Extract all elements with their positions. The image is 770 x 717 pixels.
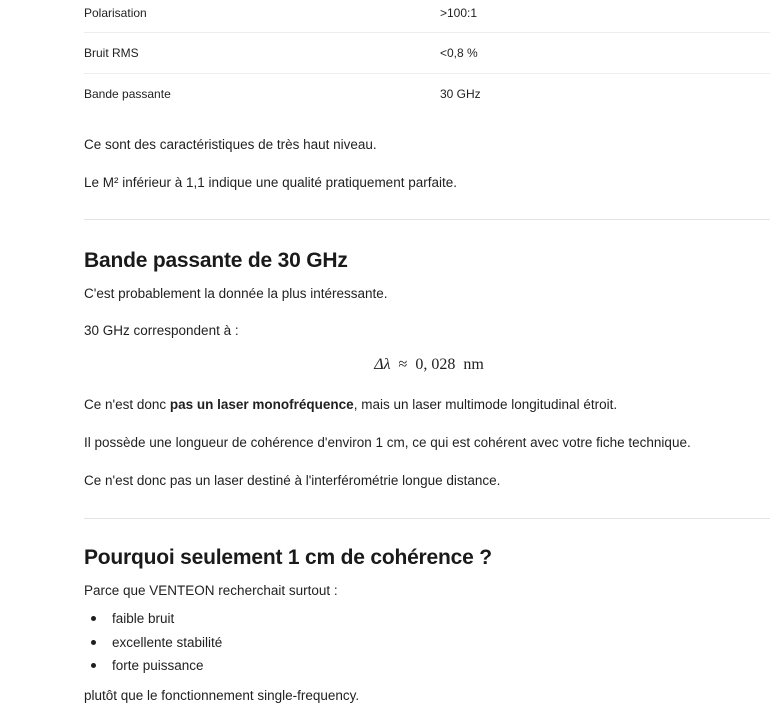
bullet-icon	[91, 663, 96, 668]
text-span: , mais un laser multimode longitudinal étroit.	[353, 397, 618, 412]
formula-relation: ≈	[398, 356, 408, 373]
coherence-paragraph-1: Parce que VENTEON recherchait surtout :	[84, 583, 338, 598]
coherence-paragraph-2: plutôt que le fonctionnement single-frequency.	[84, 688, 360, 703]
list-item-text: faible bruit	[112, 611, 175, 626]
coherence-bullet-list	[84, 610, 222, 681]
spec-value: <0,8 %	[440, 33, 770, 74]
formula-symbol: Δλ	[374, 356, 391, 373]
bandwidth-paragraph-5: Ce n'est donc pas un laser destiné à l'interférométrie longue distance.	[84, 473, 501, 488]
bandwidth-paragraph-3	[84, 396, 617, 414]
bullet-icon	[91, 640, 96, 645]
bullet-icon	[91, 616, 96, 621]
table-row	[84, 33, 770, 74]
list-item-text: forte puissance	[112, 658, 204, 673]
bandwidth-paragraph-4: Il possède une longueur de cohérence d'environ 1 cm, ce qui est cohérent avec votre fiche technique.	[84, 435, 691, 450]
spec-value: 30 GHz	[440, 87, 481, 101]
section-divider	[84, 518, 770, 519]
section-divider	[84, 219, 770, 220]
intro-paragraph-2: Le M² inférieur à 1,1 indique une qualité pratiquement parfaite.	[84, 175, 457, 190]
bandwidth-formula	[84, 356, 770, 374]
list-item-text: excellente stabilité	[112, 634, 223, 650]
spec-table	[84, 0, 770, 114]
list-item	[84, 610, 222, 634]
text-span: Ce n'est donc	[84, 397, 170, 412]
list-item	[84, 657, 222, 681]
document-body	[84, 0, 770, 703]
list-item	[84, 634, 222, 658]
table-row	[84, 0, 770, 33]
formula-value: 0, 028	[415, 356, 456, 373]
spec-label: Bruit RMS	[84, 33, 440, 74]
bandwidth-paragraph-2: 30 GHz correspondent à :	[84, 323, 239, 338]
section-heading-bandwidth: Bande passante de 30 GHz	[84, 249, 348, 272]
bandwidth-paragraph-1: C'est probablement la donnée la plus intéressante.	[84, 286, 388, 301]
section-heading-coherence: Pourquoi seulement 1 cm de cohérence ?	[84, 546, 492, 569]
emphasis-text: pas un laser monofréquence	[169, 397, 354, 412]
table-row	[84, 74, 770, 115]
intro-paragraph-1: Ce sont des caractéristiques de très haut niveau.	[84, 137, 377, 152]
spec-label: Polarisation	[84, 0, 440, 33]
formula-unit: nm	[463, 356, 484, 373]
spec-value: >100:1	[440, 0, 770, 33]
spec-label: Bande passante	[84, 87, 171, 101]
